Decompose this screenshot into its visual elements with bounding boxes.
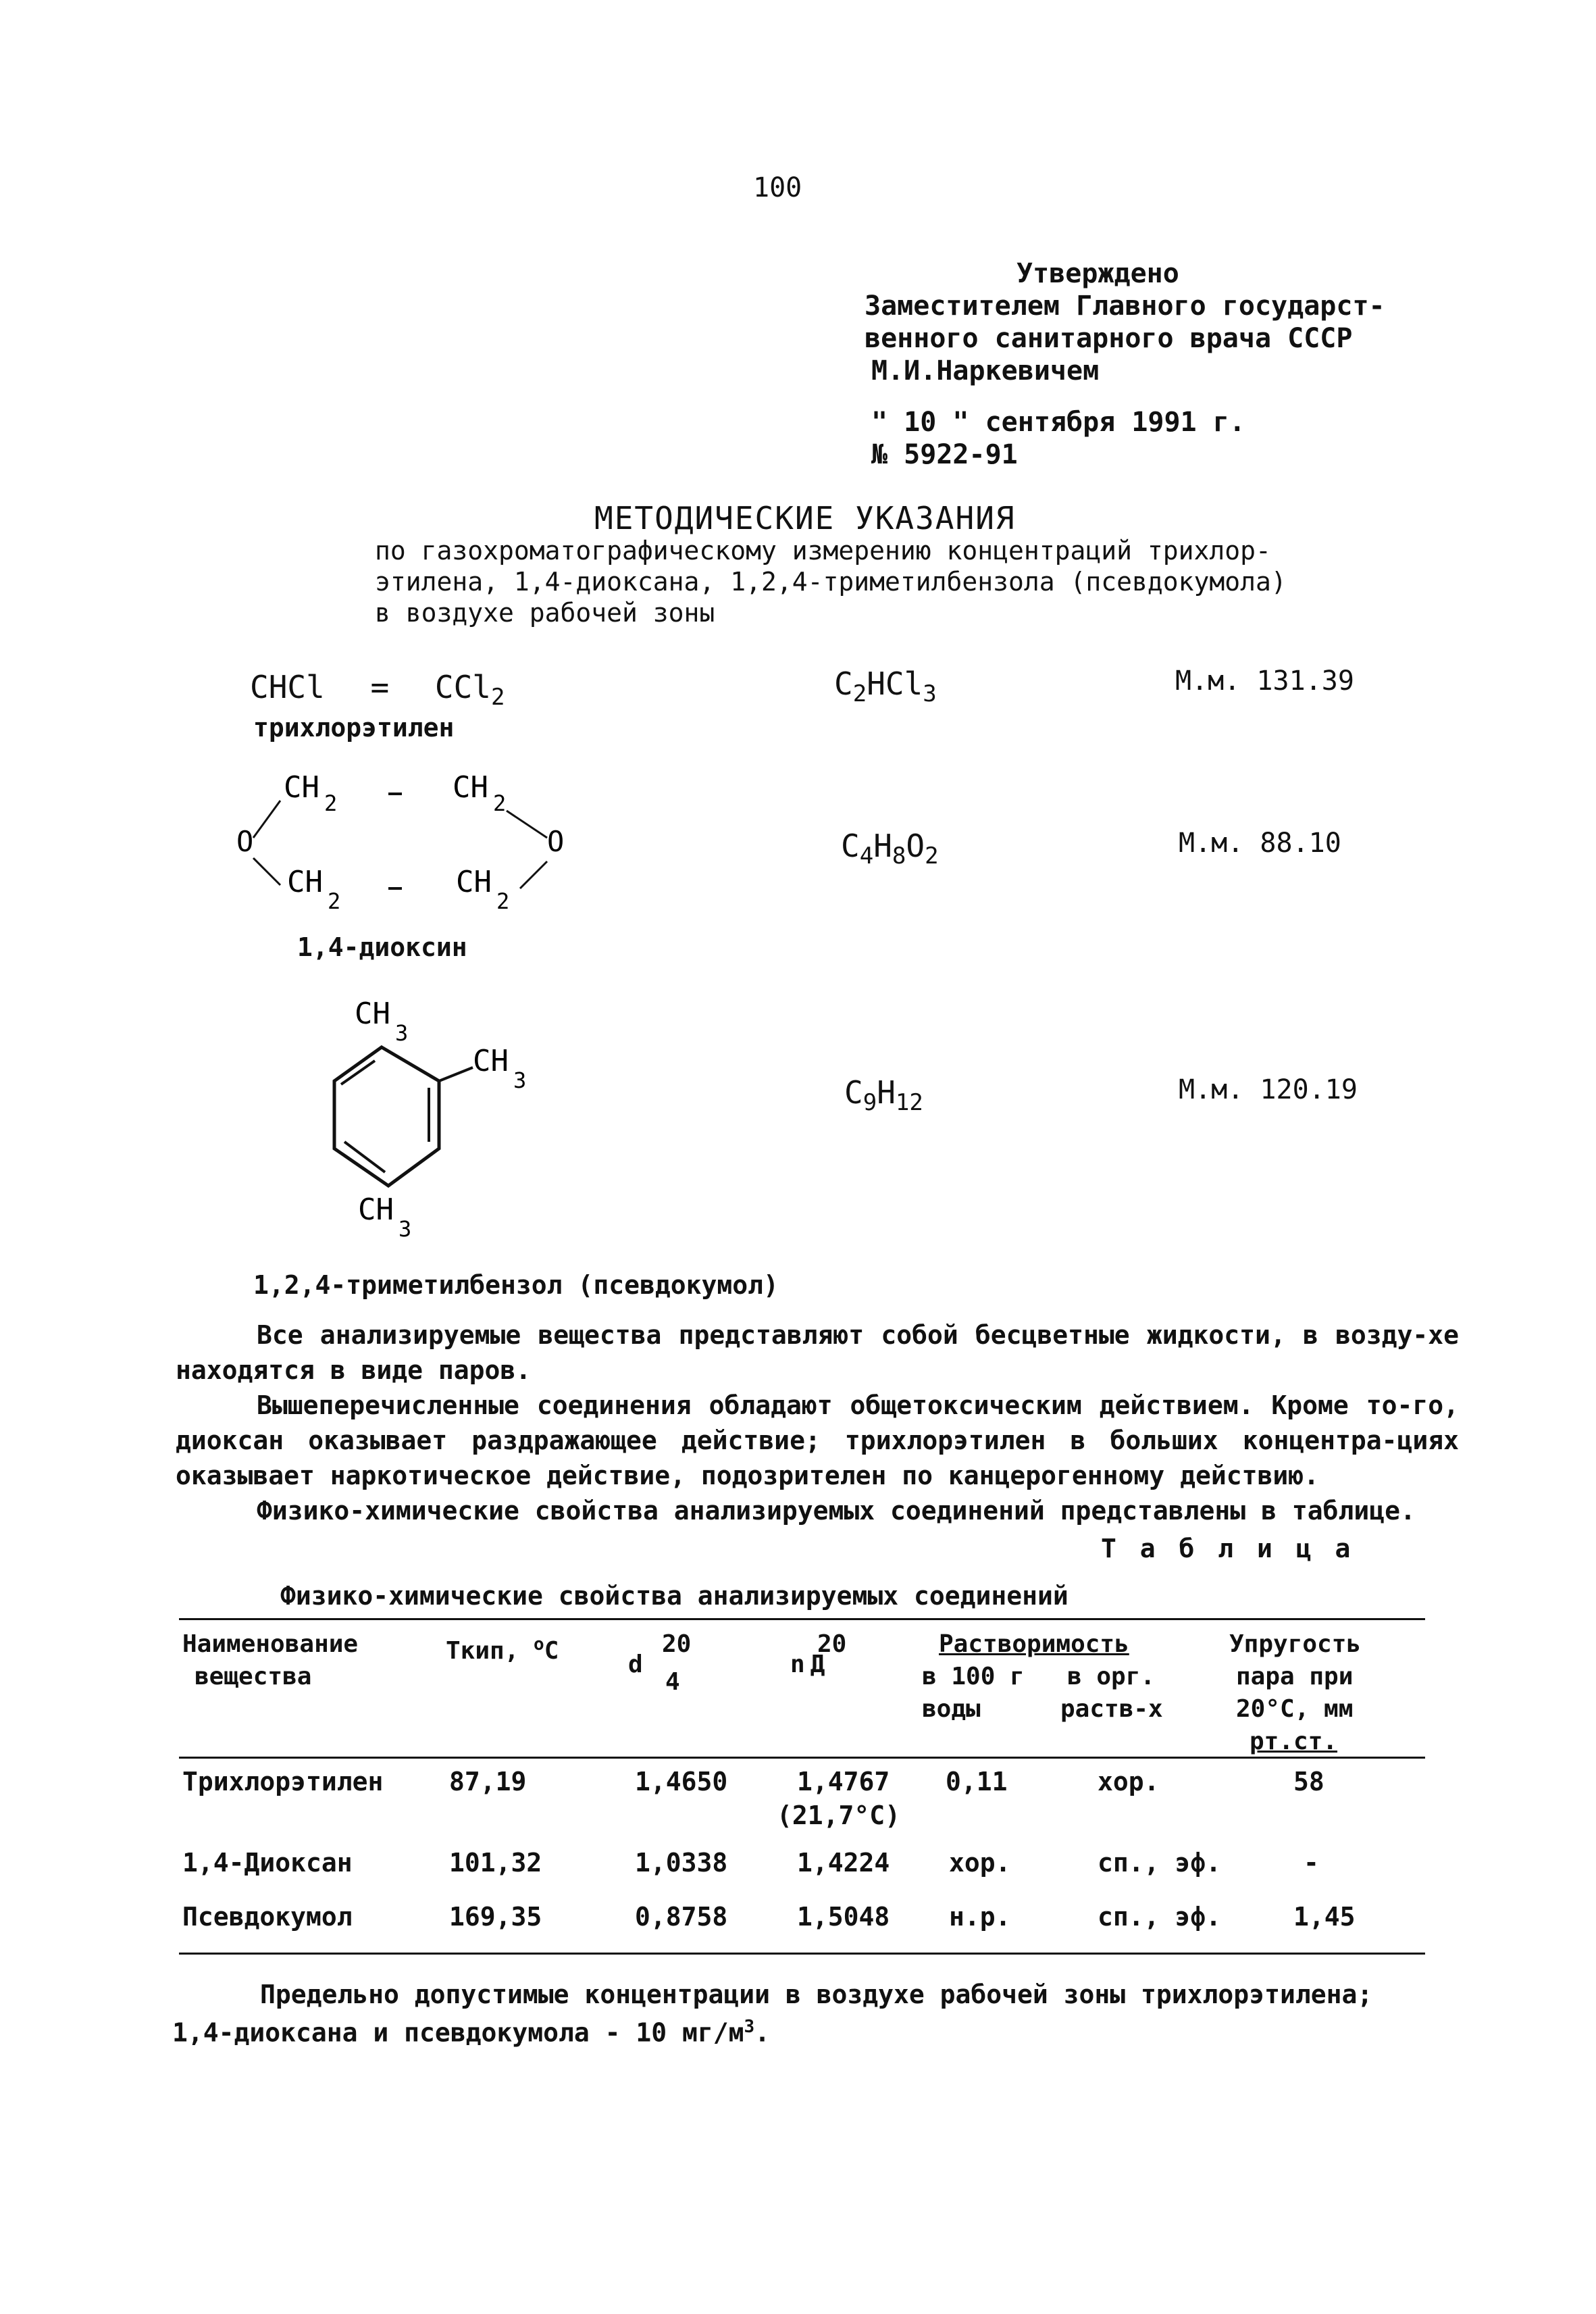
dioxane-sub-bottom-right: 2 — [496, 888, 510, 914]
subtitle-line-2: этилена, 1,4-диоксана, 1,2,4-триметилбензола (псевдокумола) — [375, 567, 1287, 597]
row-2-water: хор. — [949, 1848, 1011, 1878]
molar-mass-2: М.м. 88.10 — [1179, 828, 1341, 859]
row-2-density: 1,0338 — [635, 1848, 728, 1878]
table-top-rule — [179, 1618, 1425, 1620]
header-density-sub: 4 — [665, 1668, 680, 1696]
header-org-line-2: раств-х — [1060, 1695, 1163, 1723]
header-pressure-line-4: рт.ст. — [1250, 1728, 1338, 1755]
paragraph-1: Все анализируемые вещества представляют собой бесцветные жидкости, в возду-хе находятся в виде паров. — [176, 1320, 1459, 1385]
body-text — [176, 1317, 1459, 1528]
dioxane-ch2-top-right: CH — [453, 770, 488, 805]
row-2-name: 1,4-Диоксан — [182, 1848, 353, 1878]
dioxane-o-right: O — [547, 825, 565, 858]
footer-sup: 3 — [744, 2017, 755, 2037]
structure-eq: = — [370, 669, 390, 705]
row-1-tkip: 87,19 — [449, 1767, 527, 1796]
formula-3-h: H — [877, 1074, 896, 1111]
compound-name-3: 1,2,4-триметилбензол (псевдокумол) — [253, 1270, 779, 1300]
subtitle-line-3: в воздухе рабочей зоны — [375, 598, 715, 628]
formula-2-c: C — [841, 828, 860, 864]
compound-name-1: трихлорэтилен — [253, 713, 455, 743]
dioxane-sub-top-right: 2 — [493, 790, 507, 816]
formula-1-n2: 3 — [923, 680, 937, 707]
structure-left: CHCl — [250, 669, 325, 705]
formula-3-n2: 12 — [895, 1089, 923, 1116]
formula-3-c: C — [844, 1074, 863, 1111]
formula-2 — [841, 828, 939, 870]
row-3-name: Псевдокумол — [182, 1902, 353, 1932]
footer-line-2 — [172, 2017, 770, 2048]
row-2-org: сп., эф. — [1098, 1848, 1222, 1878]
row-3-tkip: 169,35 — [449, 1902, 542, 1932]
approval-number: № 5922-91 — [871, 439, 1018, 470]
dioxane-bond-bl — [253, 858, 280, 885]
row-1-pressure: 58 — [1293, 1767, 1324, 1796]
pseudocumene-structure — [311, 993, 581, 1250]
header-name-line-1: Наименование — [182, 1630, 359, 1658]
row-3-water: н.р. — [949, 1902, 1011, 1932]
formula-2-o: O — [906, 828, 925, 864]
header-tkip-deg: о — [534, 1634, 544, 1655]
header-refraction-main: n — [790, 1651, 805, 1678]
structure-sub: 2 — [490, 684, 505, 711]
header-water-line-1: в 100 г — [922, 1663, 1025, 1690]
header-water-line-2: воды — [922, 1695, 981, 1723]
formula-1-c: C — [834, 665, 853, 702]
approval-line-2: Заместителем Главного государст- — [865, 291, 1385, 322]
formula-3 — [844, 1074, 923, 1116]
header-pressure — [1229, 1628, 1361, 1758]
table-bottom-rule — [179, 1953, 1425, 1955]
header-tkip-c: С — [544, 1637, 559, 1665]
row-3-refraction: 1,5048 — [797, 1902, 890, 1932]
formula-2-n3: 2 — [925, 842, 939, 870]
subtitle-line-1: по газохроматографическому измерению концентраций трихлор- — [375, 536, 1271, 565]
header-pressure-line-1: Упругость — [1229, 1630, 1362, 1658]
pc-ch3-bottom: CH — [358, 1192, 394, 1227]
header-density-sup: 20 — [662, 1630, 692, 1658]
molar-mass-3: М.м. 120.19 — [1179, 1074, 1358, 1105]
row-2-refraction: 1,4224 — [797, 1848, 890, 1878]
dioxane-ch2-bottom-left: CH — [287, 865, 323, 899]
compound-name-2: 1,4-диоксин — [297, 932, 467, 962]
approval-signer: М.И.Наркевичем — [871, 355, 1100, 386]
formula-2-n2: 8 — [892, 842, 906, 870]
header-refraction — [790, 1628, 846, 1681]
structure-right: CCl — [434, 669, 491, 705]
row-1-refraction: 1,4767 — [797, 1767, 890, 1796]
row-3-pressure: 1,45 — [1293, 1902, 1356, 1932]
trichloroethylene-structure — [250, 669, 505, 711]
approval-line-1: Утверждено — [1016, 258, 1179, 289]
formula-1-h: HCl — [867, 665, 923, 702]
table-caption: Физико-химические свойства анализируемых соединений — [280, 1581, 1069, 1611]
pc-ring — [334, 1047, 439, 1186]
footer-end: . — [754, 2017, 771, 2048]
row-2-tkip: 101,32 — [449, 1848, 542, 1878]
footer-line-1: Предельно допустимые концентрации в воздухе рабочей зоны трихлорэтилена; — [260, 1980, 1373, 2009]
header-name-line-2: вещества — [195, 1663, 312, 1690]
dioxane-bond-tr — [507, 811, 547, 838]
header-solubility: Растворимость — [939, 1630, 1129, 1658]
footer-line-2-text: 1,4-диоксана и псевдокумола - 10 мг/м — [172, 2017, 744, 2048]
row-1-density: 1,4650 — [635, 1767, 728, 1796]
table-label: Т а б л и ц а — [1101, 1534, 1355, 1563]
row-1-org: хор. — [1098, 1767, 1160, 1796]
formula-2-n1: 4 — [859, 842, 874, 870]
page-number: 100 — [753, 172, 802, 203]
header-refraction-sub: Д — [810, 1651, 825, 1678]
formula-2-h: H — [873, 828, 892, 864]
header-tkip — [446, 1628, 559, 1667]
header-pressure-line-3: 20°С, мм — [1236, 1695, 1354, 1723]
header-refraction-sup: 20 — [817, 1630, 847, 1658]
molar-mass-1: М.м. 131.39 — [1175, 665, 1354, 697]
header-pressure-line-2: пара при — [1236, 1663, 1354, 1690]
dioxane-sub-top-left: 2 — [324, 790, 338, 816]
header-solubility-org — [1060, 1661, 1163, 1726]
row-3-density: 0,8758 — [635, 1902, 728, 1932]
header-density-main: d — [628, 1651, 643, 1678]
formula-1-n1: 2 — [852, 680, 867, 707]
paragraph-2: Вышеперечисленные соединения обладают общетоксическим действием. Кроме то-го, диоксан оказывает раздражающее действие; трихлорэтилен в больших концентра-циях оказывает наркотическое действие, подозрителен по канцерогенному действию. — [176, 1390, 1459, 1490]
dioxane-bond-br — [520, 861, 547, 888]
pc-bond-methyl-2 — [439, 1067, 473, 1081]
pc-ch3-top: CH — [355, 997, 390, 1031]
header-tkip-text: Ткип, — [446, 1637, 534, 1665]
pc-sub-bottom: 3 — [398, 1216, 412, 1242]
row-2-pressure: - — [1304, 1848, 1319, 1878]
document-title: МЕТОДИЧЕСКИЕ УКАЗАНИЯ — [594, 500, 1016, 536]
dioxane-o-left: O — [236, 825, 254, 858]
approval-date: " 10 " сентября 1991 г. — [871, 407, 1245, 438]
formula-1 — [834, 665, 937, 707]
dioxane-structure — [230, 763, 608, 926]
approval-line-3: венного санитарного врача СССР — [865, 323, 1353, 354]
dioxane-ch2-bottom-right: CH — [456, 865, 492, 899]
pc-sub-right: 3 — [513, 1067, 527, 1093]
dioxane-sub-bottom-left: 2 — [328, 888, 341, 914]
row-1-refraction-note: (21,7°С) — [777, 1801, 901, 1830]
header-density — [628, 1628, 691, 1699]
row-1-water: 0,11 — [946, 1767, 1008, 1796]
pc-ch3-right: CH — [473, 1044, 509, 1078]
header-org-line-1: в орг. — [1067, 1663, 1156, 1690]
dioxane-ch2-top-left: CH — [284, 770, 319, 805]
row-3-org: сп., эф. — [1098, 1902, 1222, 1932]
paragraph-3: Физико-химические свойства анализируемых соединений представлены в таблице. — [257, 1496, 1416, 1526]
dioxane-bond-tl — [253, 801, 280, 838]
pc-sub-top: 3 — [395, 1020, 409, 1046]
formula-3-n1: 9 — [863, 1089, 877, 1116]
header-name — [182, 1628, 358, 1693]
header-solubility-water — [922, 1661, 1025, 1726]
row-1-name: Трихлорэтилен — [182, 1767, 384, 1796]
